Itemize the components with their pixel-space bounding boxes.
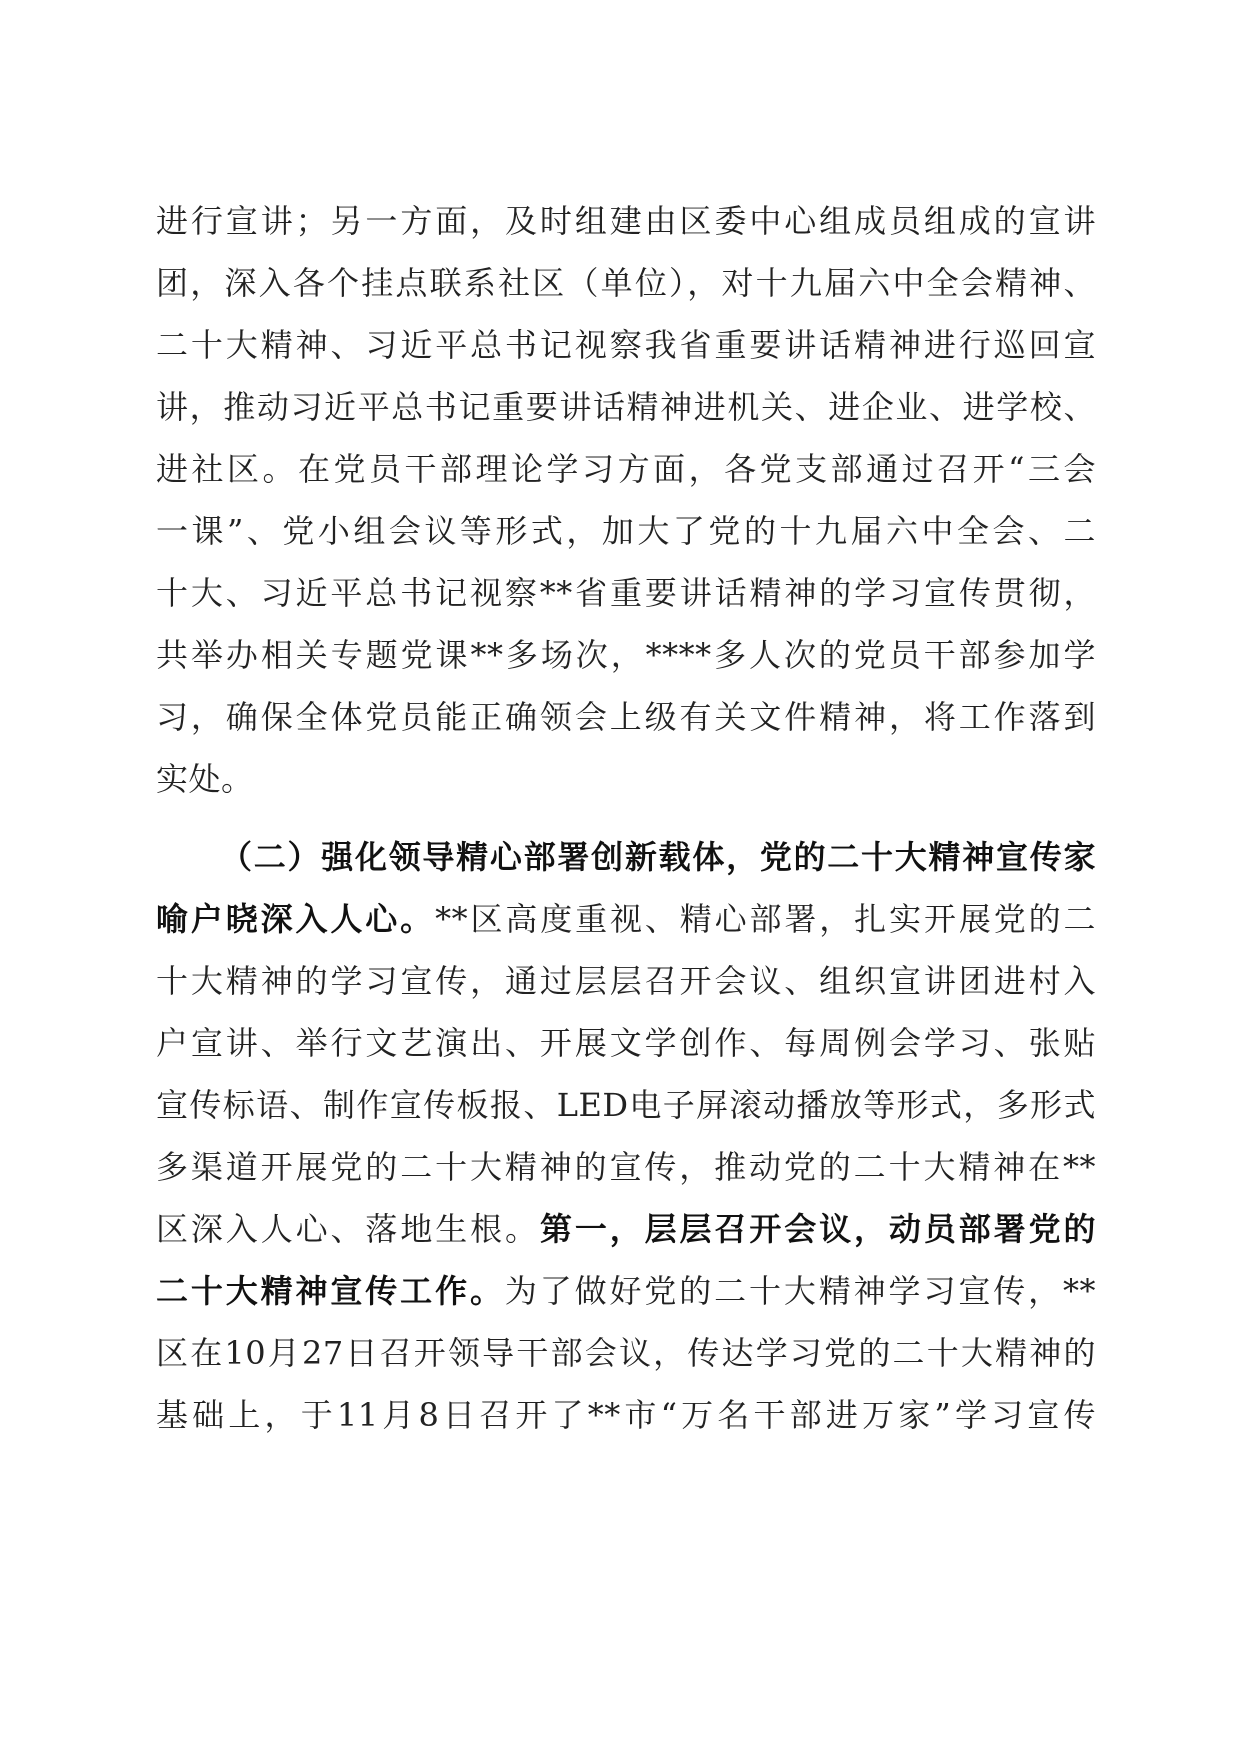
paragraph-line: 一课”、党小组会议等形式，加大了党的十九届六中全会、二 [156, 512, 1096, 550]
point-heading: 第一，层层召开会议，动员部署党的 [539, 1210, 1096, 1248]
paragraph-line: 进社区。在党员干部理论学习方面，各党支部通过召开“三会 [156, 450, 1096, 488]
section-heading: （二）强化领导精心部署创新载体，党的二十大精神宣传家 [220, 838, 1096, 876]
paragraph-text: 区深入人心、落地生根。 [156, 1210, 540, 1248]
paragraph-line: 十大、习近平总书记视察**省重要讲话精神的学习宣传贯彻， [156, 574, 1096, 612]
paragraph-line: 共举办相关专题党课**多场次，****多人次的党员干部参加学 [156, 636, 1096, 674]
paragraph-line: 二十大精神、习近平总书记视察我省重要讲话精神进行巡回宣 [156, 326, 1096, 364]
point-heading-end: 二十大精神宣传工作。 [156, 1272, 505, 1310]
paragraph-line [156, 886, 1096, 952]
paragraph-line: 户宣讲、举行文艺演出、开展文学创作、每周例会学习、张贴 [156, 1024, 1096, 1062]
paragraph-line: 讲，推动习近平总书记重要讲话精神进机关、进企业、进学校、 [156, 388, 1096, 426]
paragraph-line: 基础上，于11月8日召开了**市“万名干部进万家”学习宣传 [156, 1396, 1096, 1434]
paragraph-text: 为了做好党的二十大精神学习宣传，** [504, 1272, 1096, 1310]
paragraph-line: 区在10月27日召开领导干部会议，传达学习党的二十大精神的 [156, 1334, 1096, 1372]
paragraph-line: 进行宣讲；另一方面，及时组建由区委中心组成员组成的宣讲 [156, 202, 1096, 240]
paragraph-line: 团，深入各个挂点联系社区（单位），对十九届六中全会精神、 [156, 264, 1096, 302]
paragraph-line [156, 1258, 1096, 1324]
paragraph-text: **区高度重视、精心部署，扎实开展党的二 [435, 900, 1096, 938]
paragraph-line: 十大精神的学习宣传，通过层层召开会议、组织宣讲团进村入 [156, 962, 1096, 1000]
paragraph-line: 宣传标语、制作宣传板报、LED电子屏滚动播放等形式，多形式 [156, 1086, 1096, 1124]
section-heading-end: 喻户晓深入人心。 [156, 900, 436, 938]
paragraph-line: 实处。 [156, 760, 254, 798]
paragraph-line: 多渠道开展党的二十大精神的宣传，推动党的二十大精神在** [156, 1148, 1096, 1186]
paragraph-line [156, 1196, 1096, 1262]
paragraph-line: 习，确保全体党员能正确领会上级有关文件精神，将工作落到 [156, 698, 1096, 736]
